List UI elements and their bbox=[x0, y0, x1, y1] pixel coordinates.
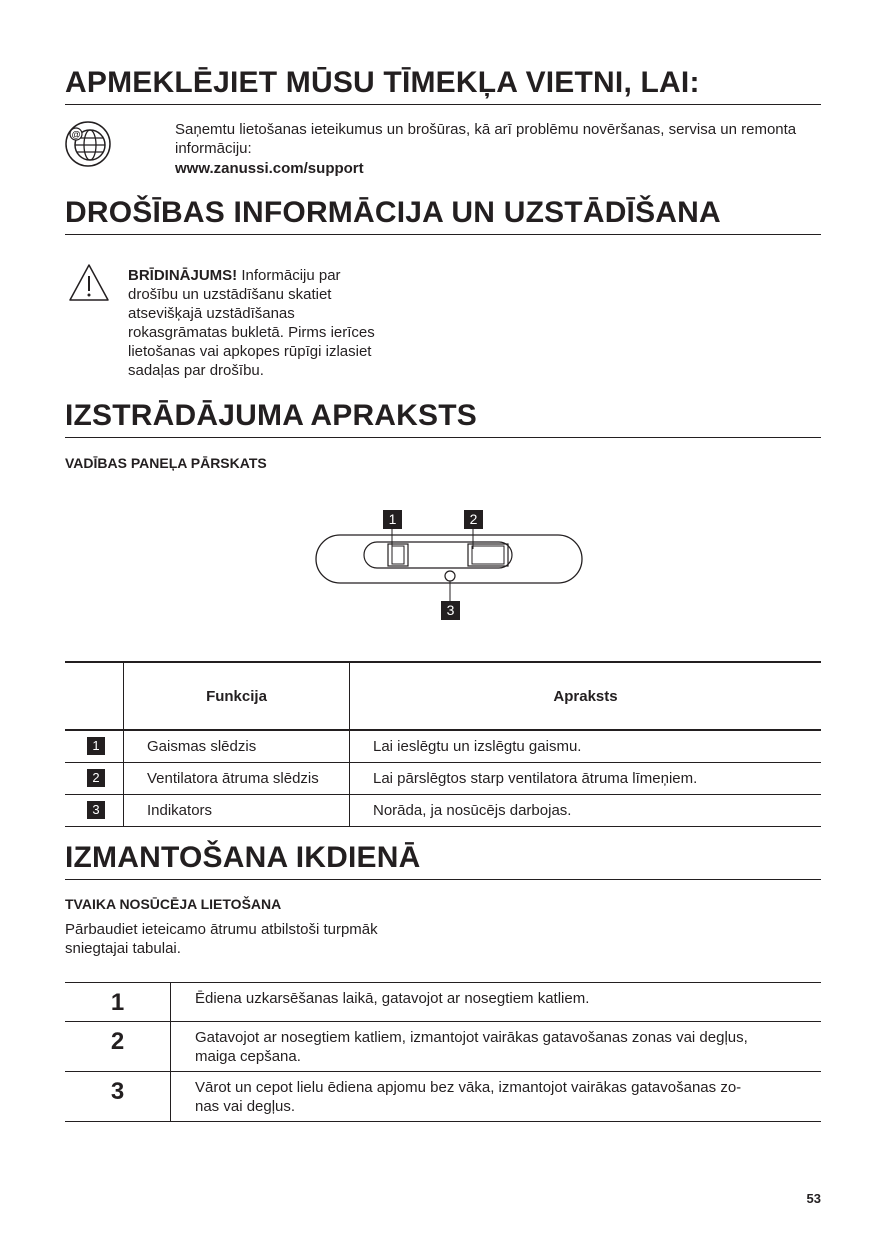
website-url[interactable]: www.zanussi.com/support bbox=[175, 160, 364, 177]
subheading-control-panel: VADĪBAS PANEĻA PĀRSKATS bbox=[65, 455, 267, 471]
header-apraksts: Apraksts bbox=[553, 687, 618, 705]
diagram-label-3 bbox=[441, 601, 460, 620]
svg-text:1: 1 bbox=[388, 511, 397, 527]
header-funkcija: Funkcija bbox=[124, 662, 350, 730]
diagram-label-1 bbox=[383, 510, 402, 529]
speed-number: 2 bbox=[65, 1022, 171, 1072]
svg-text:2: 2 bbox=[469, 511, 478, 527]
control-panel-diagram bbox=[310, 505, 590, 625]
table-row: 3 Indikators Norāda, ja nosūcējs darbojas. bbox=[65, 794, 821, 826]
table-row: 2 Gatavojot ar nosegtiem katliem, izmantojot vairākas gatavošanas zonas vai degļus, maiga cepšana. bbox=[65, 1022, 821, 1072]
table-header-row bbox=[65, 662, 821, 730]
warning-label: BRĪDINĀJUMS! bbox=[128, 267, 238, 284]
speed-number: 1 bbox=[65, 983, 171, 1022]
safety-warning-text: BRĪDINĀJUMS! Informāciju par drošību un uzstādīšanu skatiet atsevišķajā uzstādīšanas rokasgrāmatas bukletā. Pirms ierīces lietošanas vai apkopes rūpīgi izlasiet sadaļas par drošību. bbox=[128, 267, 375, 379]
subheading-hood-use: TVAIKA NOSŪCĒJA LIETOŠANA bbox=[65, 896, 282, 912]
page-number: 53 bbox=[806, 1191, 821, 1206]
table-row: 1 Ēdiena uzkarsēšanas laikā, gatavojot ar nosegtiem katliem. bbox=[65, 983, 821, 1022]
row-number-badge: 2 bbox=[87, 769, 105, 787]
function-table bbox=[65, 661, 821, 827]
website-text: Saņemtu lietošanas ieteikumus un brošūras, kā arī problēmu novēršanas, servisa un remonta informāciju: bbox=[175, 121, 797, 157]
diagram-label-2 bbox=[464, 510, 483, 529]
svg-text:@: @ bbox=[71, 129, 81, 140]
heading-website: APMEKLĒJIET MŪSU TĪMEKĻA VIETNI, LAI: bbox=[65, 66, 821, 105]
warning-triangle-icon bbox=[68, 263, 110, 303]
table-row: 3 Vārot un cepot lielu ēdiena apjomu bez vāka, izmantojot vairākas gatavošanas zo- nas vai degļus. bbox=[65, 1072, 821, 1122]
svg-text:3: 3 bbox=[446, 602, 455, 618]
heading-product: IZSTRĀDĀJUMA APRAKSTS bbox=[65, 399, 821, 438]
table-row: 2 Ventilatora ātruma slēdzis Lai pārslēgtos starp ventilatora ātruma līmeņiem. bbox=[65, 762, 821, 794]
row-number-badge: 1 bbox=[87, 737, 105, 755]
daily-intro: Pārbaudiet ieteicamo ātrumu atbilstoši turpmāk sniegtajai tabulai. bbox=[65, 921, 378, 957]
globe-at-icon bbox=[64, 120, 112, 168]
speed-number: 3 bbox=[65, 1072, 171, 1122]
table-row: 1 Gaismas slēdzis Lai ieslēgtu un izslēgtu gaismu. bbox=[65, 730, 821, 762]
heading-daily-use: IZMANTOŠANA IKDIENĀ bbox=[65, 841, 821, 880]
speed-table bbox=[65, 982, 821, 1122]
heading-safety: DROŠĪBAS INFORMĀCIJA UN UZSTĀDĪŠANA bbox=[65, 196, 821, 235]
row-number-badge: 3 bbox=[87, 801, 105, 819]
